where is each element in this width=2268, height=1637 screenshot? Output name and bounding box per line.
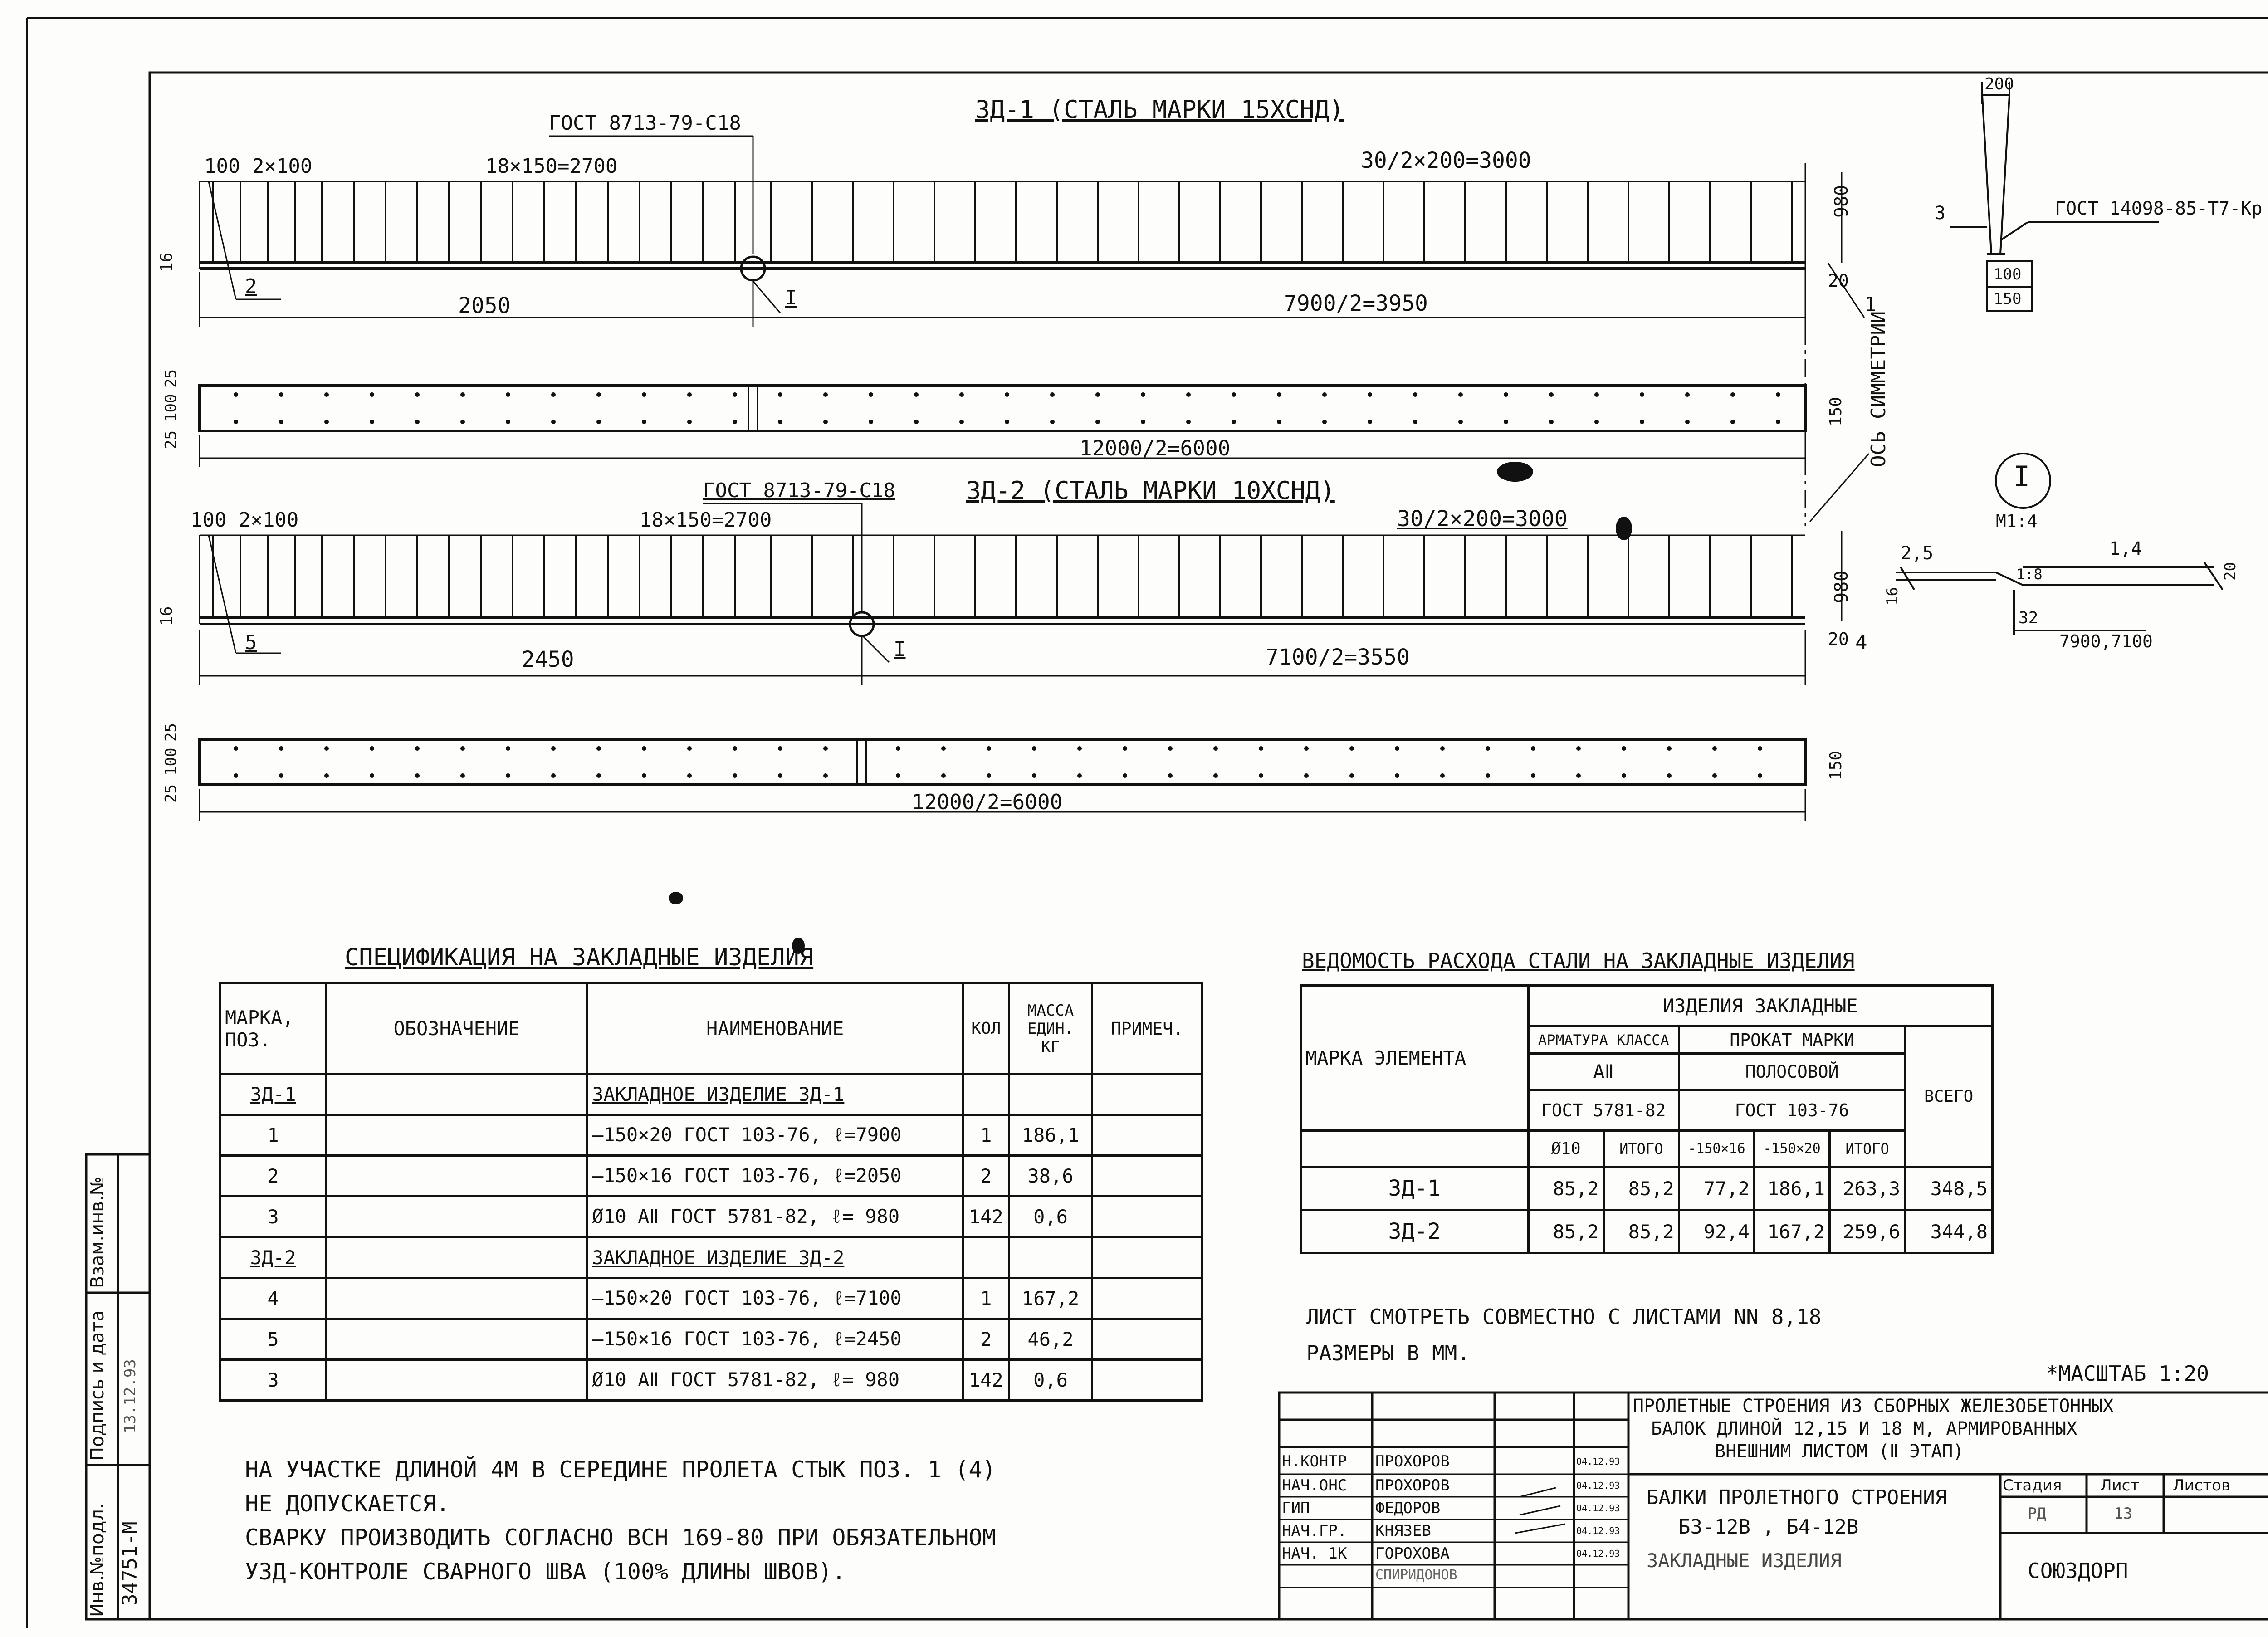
stamp-stage: РД <box>2028 1505 2046 1523</box>
steel-cell-s20: 186,1 <box>1754 1167 1829 1210</box>
dim-bottom-right-zd2: 7100/2=3550 <box>1266 645 1410 670</box>
steel-c-s20: -150×20 <box>1754 1131 1829 1167</box>
plan1-length: 12000/2=6000 <box>1080 436 1231 460</box>
stamp-h-stage: Стадия <box>2003 1476 2062 1495</box>
dim-stud-right-zd1: 30/2×200=3000 <box>1361 148 1531 173</box>
steel-cell-total: 348,5 <box>1905 1167 1993 1210</box>
steel-cell-mark: ЗД-1 <box>1301 1167 1529 1210</box>
spec-cell-name: ЗАКЛАДНОЕ ИЗДЕЛИЕ ЗД-1 <box>587 1074 963 1115</box>
stamp-org: СОЮЗДОРП <box>2028 1559 2128 1583</box>
note-line-2: НЕ ДОПУСКАЕТСЯ. <box>245 1490 450 1517</box>
steel-cell-s16: 77,2 <box>1679 1167 1754 1210</box>
gost-joint-zd1: ГОСТ 8713-79-С18 <box>549 112 741 135</box>
pos-left-zd1: 2 <box>245 275 257 298</box>
stamp-person: ПРОХОРОВ <box>1375 1476 1450 1495</box>
title-zd2: ЗД-2 (СТАЛЬ МАРКИ 10ХСНД) <box>966 476 1335 505</box>
spec-h-mark: МАРКА, ПОЗ. <box>220 983 326 1074</box>
note-line-3: СВАРКУ ПРОИЗВОДИТЬ СОГЛАСНО ВСН 169-80 ПРИ ОБЯЗАТЕЛЬНОМ <box>245 1525 996 1551</box>
spec-cell-qty <box>963 1074 1009 1115</box>
steel-h-rebar-gost: ГОСТ 5781-82 <box>1528 1090 1679 1131</box>
spec-cell-name: —150×20 ГОСТ 103-76, ℓ=7100 <box>587 1278 963 1319</box>
stamp-sheet-title-2: Б3-12В , Б4-12В <box>1678 1515 1859 1539</box>
stamp-project-3: ВНЕШНИМ ЛИСТОМ (Ⅱ ЭТАП) <box>1715 1441 1964 1462</box>
studs-zd1 <box>213 181 1792 262</box>
spec-cell-name: —150×20 ГОСТ 103-76, ℓ=7900 <box>587 1115 963 1156</box>
node-slope: 1:8 <box>2016 566 2043 583</box>
holes-zd1 <box>234 392 1780 424</box>
dim-bottom-right-zd1: 7900/2=3950 <box>1284 291 1428 316</box>
plan1-dim-edge: 25 <box>162 430 180 449</box>
note-see-sheets: ЛИСТ СМОТРЕТЬ СОВМЕСТНО С ЛИСТАМИ NN 8,18 <box>1306 1305 1822 1329</box>
spec-title: СПЕЦИФИКАЦИЯ НА ЗАКЛАДНЫЕ ИЗДЕЛИЯ <box>345 944 814 971</box>
side-stamp-inv: Инв.№подл. <box>87 1503 108 1617</box>
table-row <box>220 1197 1202 1237</box>
spec-cell-qty: 142 <box>963 1360 1009 1401</box>
dim-stud-left-zd1: 18×150=2700 <box>485 155 618 178</box>
note-line-4: УЗД-КОНТРОЛЕ СВАРНОГО ШВА (100% ДЛИНЫ ШВОВ). <box>245 1559 846 1585</box>
steel-header-row-1 <box>1301 986 1993 1026</box>
stamp-date: 04.12.93 <box>1576 1456 1620 1467</box>
spec-h-mass: МАССА ЕДИН. КГ <box>1009 983 1092 1074</box>
note-scale: *МАСШТАБ 1:20 <box>2046 1361 2209 1386</box>
steel-header-row-5 <box>1301 1131 1993 1167</box>
side-stamp-sign-date: 13.12.93 <box>121 1359 139 1433</box>
stud-top-dim: 200 <box>1984 75 2014 93</box>
steel-h-rebar: АРМАТУРА КЛАССА <box>1528 1026 1679 1054</box>
spec-cell-qty <box>963 1237 1009 1278</box>
stamp-person: ФЕДОРОВ <box>1375 1499 1441 1517</box>
steel-cell-d10: 85,2 <box>1528 1167 1603 1210</box>
stud-detail <box>1950 82 2159 311</box>
table-row <box>220 1319 1202 1360</box>
node-mark: I <box>2013 460 2030 493</box>
steel-cell-d10: 85,2 <box>1528 1210 1603 1253</box>
table-row <box>220 1115 1202 1156</box>
stamp-role: НАЧ.ГР. <box>1282 1522 1347 1540</box>
spec-cell-mark: ЗД-2 <box>220 1237 326 1278</box>
stamp-role: НАЧ. 1К <box>1282 1544 1347 1563</box>
table-row <box>1301 1167 1993 1210</box>
plan1-width: 150 <box>1827 396 1845 426</box>
spec-cell-qty: 1 <box>963 1278 1009 1319</box>
stamp-h-sheets: Листов <box>2173 1476 2231 1495</box>
pos-right-zd1: 1 <box>1864 293 1877 316</box>
stamp-person: СПИРИДОНОВ <box>1375 1567 1457 1583</box>
thick-right-zd1: 20 <box>1828 271 1849 291</box>
table-row <box>220 1237 1202 1278</box>
stamp-person: ГОРОХОВА <box>1375 1544 1450 1563</box>
stamp-sheet-title-1: БАЛКИ ПРОЛЕТНОГО СТРОЕНИЯ <box>1647 1486 1947 1509</box>
stamp-project-1: ПРОЛЕТНЫЕ СТРОЕНИЯ ИЗ СБОРНЫХ ЖЕЛЕЗОБЕТОННЫХ <box>1633 1396 2114 1417</box>
note-units: РАЗМЕРЫ В ММ. <box>1306 1341 1470 1365</box>
spec-cell-name: ЗАКЛАДНОЕ ИЗДЕЛИЕ ЗД-2 <box>587 1237 963 1278</box>
stud-gost: ГОСТ 14098-85-Т7-Кр <box>2055 198 2263 219</box>
steel-cell-sum2: 263,3 <box>1830 1167 1905 1210</box>
stamp-date: 04.12.93 <box>1576 1548 1620 1559</box>
node-right-dim: 1,4 <box>2109 538 2142 559</box>
spec-cell-mark: 2 <box>220 1156 326 1197</box>
steel-title: ВЕДОМОСТЬ РАСХОДА СТАЛИ НА ЗАКЛАДНЫЕ ИЗДЕЛИЯ <box>1302 948 1855 973</box>
plan1-dim-mid: 100 <box>162 394 180 422</box>
gost-joint-zd2: ГОСТ 8713-79-С18 <box>703 479 895 502</box>
steel-h-mark: МАРКА ЭЛЕМЕНТА <box>1301 986 1529 1131</box>
steel-cell-mark: ЗД-2 <box>1301 1210 1529 1253</box>
plan2-dim-mid: 100 <box>162 748 180 776</box>
stamp-h-sheet: Лист <box>2100 1476 2140 1495</box>
spec-cell-mark: 3 <box>220 1197 326 1237</box>
thick-left-zd2: 16 <box>157 606 176 626</box>
thick-right-zd2: 20 <box>1828 629 1849 649</box>
spec-cell-mass: 0,6 <box>1009 1360 1092 1401</box>
elevation-zd2 <box>200 535 1805 636</box>
dim-left-zd2: 100 2×100 <box>191 508 299 532</box>
spec-cell-mass <box>1009 1237 1092 1278</box>
steel-cell-sum1: 85,2 <box>1603 1167 1679 1210</box>
node-left-dim: 2,5 <box>1901 543 1934 564</box>
spec-cell-mark: ЗД-1 <box>220 1074 326 1115</box>
table-row <box>220 1278 1202 1319</box>
side-stamp-sign: Подпись и дата <box>87 1310 108 1461</box>
stamp-role: ГИП <box>1282 1499 1310 1517</box>
node-gap: 32 <box>2019 609 2038 627</box>
steel-table <box>1300 984 1994 1254</box>
spec-cell-mass: 46,2 <box>1009 1319 1092 1360</box>
steel-c-d10: Ø10 <box>1528 1131 1603 1167</box>
spec-cell-name: —150×16 ГОСТ 103-76, ℓ=2450 <box>587 1319 963 1360</box>
stamp-sheet-no: 13 <box>2114 1505 2132 1523</box>
spec-h-note: ПРИМЕЧ. <box>1092 983 1202 1074</box>
dims-zd2 <box>200 503 1842 685</box>
stamp-date: 04.12.93 <box>1576 1525 1620 1536</box>
spec-h-qty: КОЛ <box>963 983 1009 1074</box>
steel-c-s16: -150×16 <box>1679 1131 1754 1167</box>
steel-h-rebar-class: АⅡ <box>1528 1054 1679 1090</box>
dim-bottom-left-zd1: 2050 <box>458 293 511 318</box>
height-zd2: 980 <box>1831 570 1852 603</box>
steel-h-total: ВСЕГО <box>1905 1026 1993 1167</box>
table-row <box>220 1074 1202 1115</box>
dim-stud-right-zd2: 30/2×200=3000 <box>1397 506 1568 532</box>
dim-stud-left-zd2: 18×150=2700 <box>640 508 772 532</box>
steel-c-sum1: ИТОГО <box>1603 1131 1679 1167</box>
steel-h-strip: ПОЛОСОВОЙ <box>1679 1054 1905 1090</box>
thick-left-zd1: 16 <box>157 252 176 272</box>
spec-cell-mark: 1 <box>220 1115 326 1156</box>
spec-cell-mass: 167,2 <box>1009 1278 1092 1319</box>
node-t-left: 16 <box>1883 587 1901 606</box>
steel-cell-s20: 167,2 <box>1754 1210 1829 1253</box>
table-row <box>220 1360 1202 1401</box>
spec-cell-qty: 142 <box>963 1197 1009 1237</box>
spec-cell-mass: 0,6 <box>1009 1197 1092 1237</box>
stamp-person: КНЯЗЕВ <box>1375 1522 1431 1540</box>
plan2-dim-edge2: 25 <box>162 723 180 742</box>
steel-h-items: ИЗДЕЛИЯ ЗАКЛАДНЫЕ <box>1528 986 1992 1026</box>
plan2-width: 150 <box>1827 750 1845 780</box>
studs-zd2 <box>213 535 1792 618</box>
steel-cell-total: 344,8 <box>1905 1210 1993 1253</box>
plan1-dim-edge2: 25 <box>162 369 180 388</box>
elevation-zd1 <box>200 172 1805 280</box>
title-zd1: ЗД-1 (СТАЛЬ МАРКИ 15ХСНД) <box>975 95 1344 124</box>
holes-zd2 <box>234 746 1762 778</box>
spec-cell-qty: 2 <box>963 1319 1009 1360</box>
stamp-date: 04.12.93 <box>1576 1503 1620 1514</box>
spec-cell-qty: 2 <box>963 1156 1009 1197</box>
stamp-project-2: БАЛОК ДЛИНОЙ 12,15 И 18 М, АРМИРОВАННЫХ <box>1651 1418 2077 1439</box>
steel-c-sum2: ИТОГО <box>1830 1131 1905 1167</box>
spec-cell-mark: 3 <box>220 1360 326 1401</box>
spec-cell-mark: 4 <box>220 1278 326 1319</box>
spec-table <box>219 982 1203 1402</box>
spec-cell-name: —150×16 ГОСТ 103-76, ℓ=2050 <box>587 1156 963 1197</box>
plan2-length: 12000/2=6000 <box>912 790 1063 814</box>
pos-left-zd2: 5 <box>245 631 257 654</box>
dim-bottom-left-zd2: 2450 <box>522 647 574 672</box>
height-zd1: 980 <box>1831 185 1852 218</box>
steel-cell-sum1: 85,2 <box>1603 1210 1679 1253</box>
stamp-date: 04.12.93 <box>1576 1480 1620 1491</box>
spec-cell-mark: 5 <box>220 1319 326 1360</box>
dim-left-zd1: 100 2×100 <box>204 155 313 178</box>
spec-h-designation: ОБОЗНАЧЕНИЕ <box>326 983 587 1074</box>
side-stamp-replace: Взам.инв.№ <box>87 1176 108 1288</box>
stamp-person: ПРОХОРОВ <box>1375 1452 1450 1471</box>
stud-box-100: 100 <box>1994 265 2022 283</box>
spec-cell-mass <box>1009 1074 1092 1115</box>
steel-h-rolled-gost: ГОСТ 103-76 <box>1679 1090 1905 1131</box>
stamp-role: НАЧ.ОНС <box>1282 1476 1347 1495</box>
node-detail <box>1896 454 2223 635</box>
steel-cell-s16: 92,4 <box>1679 1210 1754 1253</box>
steel-cell-sum2: 259,6 <box>1830 1210 1905 1253</box>
plan2-dim-edge: 25 <box>162 784 180 803</box>
node-scale: М1:4 <box>1996 511 2038 531</box>
stud-box-150: 150 <box>1994 290 2022 308</box>
spec-header-row <box>220 983 1202 1074</box>
symmetry-axis-label: ОСЬ СИММЕТРИИ <box>1867 311 1890 467</box>
note-line-1: НА УЧАСТКЕ ДЛИНОЙ 4М В СЕРЕДИНЕ ПРОЛЕТА СТЫК ПОЗ. 1 (4) <box>245 1456 996 1483</box>
node-length: 7900,7100 <box>2059 631 2153 651</box>
plan-zd1 <box>200 386 1805 467</box>
table-row <box>220 1156 1202 1197</box>
node-ref-zd1: I <box>785 286 797 309</box>
side-stamp-inv-no: 34751-М <box>118 1521 142 1606</box>
spec-cell-name: Ø10 АⅡ ГОСТ 5781-82, ℓ= 980 <box>587 1197 963 1237</box>
spec-cell-qty: 1 <box>963 1115 1009 1156</box>
stamp-role: Н.КОНТР <box>1282 1452 1347 1471</box>
table-row <box>1301 1210 1993 1253</box>
node-t-right: 20 <box>2221 562 2239 581</box>
stamp-sheet-title-3: ЗАКЛАДНЫЕ ИЗДЕЛИЯ <box>1647 1549 1842 1572</box>
spec-cell-mass: 38,6 <box>1009 1156 1092 1197</box>
steel-h-rolled: ПРОКАТ МАРКИ <box>1679 1026 1905 1054</box>
pos-right-zd2: 4 <box>1855 631 1867 654</box>
spec-cell-mass: 186,1 <box>1009 1115 1092 1156</box>
stud-pos-label: 3 <box>1935 203 1946 224</box>
spec-h-name: НАИМЕНОВАНИЕ <box>587 983 963 1074</box>
spec-cell-name: Ø10 АⅡ ГОСТ 5781-82, ℓ= 980 <box>587 1360 963 1401</box>
node-ref-zd2: I <box>894 638 906 661</box>
